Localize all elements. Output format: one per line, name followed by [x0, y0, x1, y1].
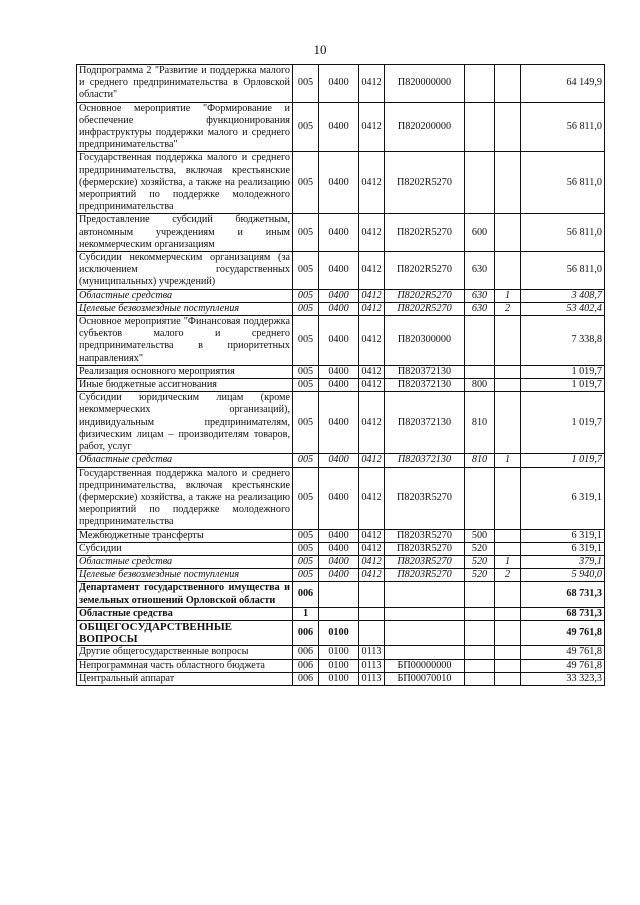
row-amount: 1 019,7: [521, 392, 605, 454]
row-expense-type-code: [465, 65, 495, 103]
row-target-item-code: П820200000: [385, 102, 465, 152]
row-target-item-code: П8202R5270: [385, 302, 465, 315]
row-target-item-code: [385, 620, 465, 645]
row-section-code: 0400: [319, 289, 359, 302]
row-section-code: 0400: [319, 302, 359, 315]
row-subsection-code: 0113: [359, 659, 385, 672]
row-source-code: 1: [495, 289, 521, 302]
row-glava-code: 005: [293, 454, 319, 467]
row-amount: 379,1: [521, 555, 605, 568]
row-expense-type-code: [465, 646, 495, 659]
row-name: Субсидии некоммерческим организациям (за исключением государственных (муниципальных) учреждений): [77, 252, 293, 290]
table-row: [77, 569, 605, 582]
row-subsection-code: 0412: [359, 289, 385, 302]
row-source-code: [495, 379, 521, 392]
row-glava-code: 005: [293, 252, 319, 290]
row-amount: 33 323,3: [521, 672, 605, 685]
row-amount: 68 731,3: [521, 607, 605, 620]
row-amount: 1 019,7: [521, 379, 605, 392]
row-subsection-code: [359, 582, 385, 607]
row-section-code: [319, 607, 359, 620]
row-source-code: [495, 252, 521, 290]
row-expense-type-code: [465, 659, 495, 672]
row-subsection-code: 0412: [359, 365, 385, 378]
row-target-item-code: П820372130: [385, 454, 465, 467]
row-subsection-code: 0113: [359, 672, 385, 685]
row-target-item-code: П820372130: [385, 365, 465, 378]
row-glava-code: 1: [293, 607, 319, 620]
row-amount: 49 761,8: [521, 620, 605, 645]
row-section-code: 0400: [319, 569, 359, 582]
row-name: Государственная поддержка малого и среднего предпринимательства, включая крестьянские (фермерские) хозяйства, а также на реализацию мероприятий по поддержке молодежного предпринимательства: [77, 467, 293, 529]
row-expense-type-code: [465, 152, 495, 214]
table-row: [77, 646, 605, 659]
row-section-code: 0400: [319, 454, 359, 467]
table-row: [77, 302, 605, 315]
row-source-code: [495, 659, 521, 672]
row-name: Субсидии: [77, 542, 293, 555]
row-source-code: [495, 529, 521, 542]
row-subsection-code: 0412: [359, 252, 385, 290]
row-subsection-code: 0412: [359, 392, 385, 454]
row-section-code: 0400: [319, 392, 359, 454]
row-glava-code: 005: [293, 65, 319, 103]
row-glava-code: 006: [293, 620, 319, 645]
row-name: Целевые безвозмездные поступления: [77, 302, 293, 315]
row-amount: 49 761,8: [521, 659, 605, 672]
row-source-code: [495, 392, 521, 454]
table-row: [77, 672, 605, 685]
row-name: Областные средства: [77, 289, 293, 302]
row-section-code: 0400: [319, 555, 359, 568]
row-amount: 64 149,9: [521, 65, 605, 103]
row-source-code: [495, 646, 521, 659]
table-row: [77, 102, 605, 152]
row-name: Областные средства: [77, 607, 293, 620]
row-source-code: [495, 607, 521, 620]
row-glava-code: 005: [293, 379, 319, 392]
row-subsection-code: 0412: [359, 214, 385, 252]
row-name: Предоставление субсидий бюджетным, автономным учреждениям и иным некоммерческим организациям: [77, 214, 293, 252]
row-source-code: [495, 542, 521, 555]
row-target-item-code: П8203R5270: [385, 555, 465, 568]
row-glava-code: 005: [293, 302, 319, 315]
row-amount: 56 811,0: [521, 102, 605, 152]
row-section-code: 0400: [319, 467, 359, 529]
row-name: Государственная поддержка малого и среднего предпринимательства, включая крестьянские (фермерские) хозяйства, а также на реализацию мероприятий по поддержке молодежного предпринимательства: [77, 152, 293, 214]
row-source-code: [495, 102, 521, 152]
row-amount: 3 408,7: [521, 289, 605, 302]
row-source-code: [495, 214, 521, 252]
row-target-item-code: П8203R5270: [385, 569, 465, 582]
row-section-code: 0400: [319, 214, 359, 252]
budget-table: [76, 64, 605, 686]
row-amount: 6 319,1: [521, 467, 605, 529]
row-expense-type-code: [465, 620, 495, 645]
row-subsection-code: 0412: [359, 529, 385, 542]
row-expense-type-code: [465, 316, 495, 366]
row-expense-type-code: [465, 582, 495, 607]
row-target-item-code: П820000000: [385, 65, 465, 103]
row-name: ОБЩЕГОСУДАРСТВЕННЫЕ ВОПРОСЫ: [77, 620, 293, 645]
row-expense-type-code: 600: [465, 214, 495, 252]
row-amount: 56 811,0: [521, 214, 605, 252]
row-name: Субсидии юридическим лицам (кроме некоммерческих организаций), индивидуальным предпринимателям, физическим лицам – производителям товаров, работ, услуг: [77, 392, 293, 454]
row-expense-type-code: 630: [465, 289, 495, 302]
row-target-item-code: [385, 582, 465, 607]
row-glava-code: 005: [293, 214, 319, 252]
row-section-code: 0100: [319, 659, 359, 672]
row-subsection-code: 0412: [359, 555, 385, 568]
row-expense-type-code: 810: [465, 454, 495, 467]
row-subsection-code: 0412: [359, 467, 385, 529]
row-source-code: [495, 620, 521, 645]
row-name: Межбюджетные трансферты: [77, 529, 293, 542]
row-subsection-code: 0412: [359, 454, 385, 467]
row-name: Областные средства: [77, 555, 293, 568]
row-name: Другие общегосударственные вопросы: [77, 646, 293, 659]
table-row: [77, 555, 605, 568]
row-subsection-code: 0412: [359, 302, 385, 315]
row-subsection-code: 0412: [359, 542, 385, 555]
row-amount: 56 811,0: [521, 252, 605, 290]
row-expense-type-code: 520: [465, 569, 495, 582]
row-expense-type-code: 810: [465, 392, 495, 454]
row-source-code: [495, 365, 521, 378]
table-row: [77, 316, 605, 366]
row-source-code: [495, 316, 521, 366]
row-target-item-code: БП00000000: [385, 659, 465, 672]
row-glava-code: 005: [293, 102, 319, 152]
table-row: [77, 529, 605, 542]
row-name: Реализация основного мероприятия: [77, 365, 293, 378]
row-amount: 6 319,1: [521, 542, 605, 555]
row-amount: 7 338,8: [521, 316, 605, 366]
table-row: [77, 214, 605, 252]
row-target-item-code: П820372130: [385, 392, 465, 454]
row-amount: 1 019,7: [521, 454, 605, 467]
table-row: [77, 365, 605, 378]
row-expense-type-code: 520: [465, 555, 495, 568]
row-target-item-code: П8202R5270: [385, 214, 465, 252]
row-glava-code: 005: [293, 569, 319, 582]
row-section-code: 0100: [319, 672, 359, 685]
row-name: Непрограммная часть областного бюджета: [77, 659, 293, 672]
page-number: 10: [313, 42, 327, 57]
row-glava-code: 006: [293, 646, 319, 659]
row-section-code: 0100: [319, 620, 359, 645]
row-section-code: 0400: [319, 65, 359, 103]
row-expense-type-code: 800: [465, 379, 495, 392]
row-source-code: [495, 152, 521, 214]
table-row: [77, 252, 605, 290]
row-glava-code: 005: [293, 529, 319, 542]
row-glava-code: 006: [293, 672, 319, 685]
row-section-code: 0100: [319, 646, 359, 659]
row-glava-code: 005: [293, 289, 319, 302]
row-glava-code: 005: [293, 542, 319, 555]
row-source-code: [495, 65, 521, 103]
row-name: Основное мероприятие "Финансовая поддержка субъектов малого и среднего предпринимательства в приоритетных направлениях": [77, 316, 293, 366]
table-row: [77, 542, 605, 555]
row-expense-type-code: 520: [465, 542, 495, 555]
row-expense-type-code: [465, 607, 495, 620]
table-row: [77, 65, 605, 103]
row-source-code: 1: [495, 555, 521, 568]
row-expense-type-code: [465, 672, 495, 685]
row-amount: 53 402,4: [521, 302, 605, 315]
row-glava-code: 005: [293, 365, 319, 378]
row-target-item-code: П8202R5270: [385, 289, 465, 302]
row-glava-code: 005: [293, 152, 319, 214]
row-target-item-code: БП00070010: [385, 672, 465, 685]
row-subsection-code: 0412: [359, 569, 385, 582]
row-name: Целевые безвозмездные поступления: [77, 569, 293, 582]
row-glava-code: 006: [293, 659, 319, 672]
table-row: [77, 392, 605, 454]
table-row: [77, 607, 605, 620]
row-amount: 6 319,1: [521, 529, 605, 542]
row-section-code: 0400: [319, 365, 359, 378]
table-row: [77, 152, 605, 214]
row-expense-type-code: [465, 102, 495, 152]
row-section-code: 0400: [319, 252, 359, 290]
row-amount: 5 940,0: [521, 569, 605, 582]
row-target-item-code: П820300000: [385, 316, 465, 366]
table-row: [77, 659, 605, 672]
row-source-code: [495, 582, 521, 607]
table-row: [77, 620, 605, 645]
row-amount: 56 811,0: [521, 152, 605, 214]
table-row: [77, 454, 605, 467]
row-target-item-code: П8203R5270: [385, 542, 465, 555]
row-glava-code: 005: [293, 555, 319, 568]
row-glava-code: 005: [293, 392, 319, 454]
row-section-code: 0400: [319, 316, 359, 366]
table-row: [77, 379, 605, 392]
row-source-code: [495, 467, 521, 529]
row-source-code: 2: [495, 569, 521, 582]
row-amount: 1 019,7: [521, 365, 605, 378]
table-row: [77, 467, 605, 529]
row-subsection-code: 0113: [359, 646, 385, 659]
row-source-code: 2: [495, 302, 521, 315]
row-target-item-code: П8202R5270: [385, 252, 465, 290]
row-expense-type-code: [465, 365, 495, 378]
row-name: Центральный аппарат: [77, 672, 293, 685]
row-section-code: [319, 582, 359, 607]
row-subsection-code: 0412: [359, 65, 385, 103]
row-name: Иные бюджетные ассигнования: [77, 379, 293, 392]
row-subsection-code: 0412: [359, 102, 385, 152]
table-row: [77, 289, 605, 302]
row-source-code: 1: [495, 454, 521, 467]
row-glava-code: 005: [293, 316, 319, 366]
row-subsection-code: [359, 620, 385, 645]
row-subsection-code: [359, 607, 385, 620]
row-expense-type-code: [465, 467, 495, 529]
row-source-code: [495, 672, 521, 685]
table-row: [77, 582, 605, 607]
row-section-code: 0400: [319, 542, 359, 555]
row-subsection-code: 0412: [359, 152, 385, 214]
row-target-item-code: П8202R5270: [385, 152, 465, 214]
row-expense-type-code: 630: [465, 252, 495, 290]
row-amount: 49 761,8: [521, 646, 605, 659]
row-amount: 68 731,3: [521, 582, 605, 607]
row-section-code: 0400: [319, 529, 359, 542]
row-name: Департамент государственного имущества и земельных отношений Орловской области: [77, 582, 293, 607]
row-target-item-code: [385, 607, 465, 620]
row-name: Областные средства: [77, 454, 293, 467]
row-target-item-code: [385, 646, 465, 659]
row-section-code: 0400: [319, 102, 359, 152]
row-expense-type-code: 500: [465, 529, 495, 542]
row-target-item-code: П8203R5270: [385, 467, 465, 529]
row-name: Основное мероприятие "Формирование и обеспечение функционирования инфраструктуры поддержки малого и среднего предпринимательства": [77, 102, 293, 152]
row-subsection-code: 0412: [359, 379, 385, 392]
row-section-code: 0400: [319, 152, 359, 214]
row-expense-type-code: 630: [465, 302, 495, 315]
row-section-code: 0400: [319, 379, 359, 392]
row-glava-code: 006: [293, 582, 319, 607]
row-name: Подпрограмма 2 "Развитие и поддержка малого и среднего предпринимательства в Орловской области": [77, 65, 293, 103]
row-glava-code: 005: [293, 467, 319, 529]
budget-table-body: [77, 65, 605, 686]
row-subsection-code: 0412: [359, 316, 385, 366]
row-target-item-code: П820372130: [385, 379, 465, 392]
row-target-item-code: П8203R5270: [385, 529, 465, 542]
